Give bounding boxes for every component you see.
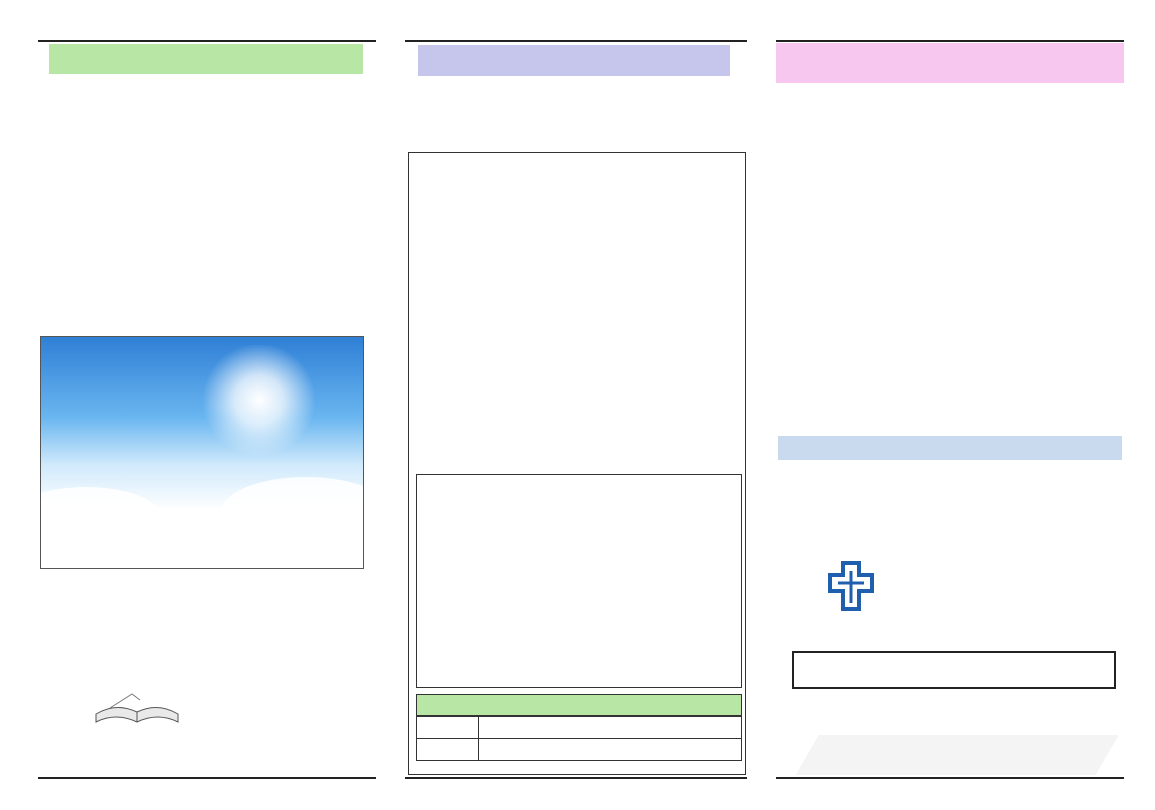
- vision-footer: [41, 542, 363, 556]
- divider: [776, 40, 1124, 42]
- vision-panel: [40, 336, 364, 569]
- divider: [38, 777, 376, 779]
- church-slogan: [792, 651, 1116, 689]
- church-cross-icon: [828, 561, 874, 611]
- divider: [405, 777, 747, 779]
- partner-key: [417, 717, 479, 739]
- happiness-tract: [40, 578, 364, 740]
- bulletin-header: [776, 43, 1124, 83]
- pastors-band: [778, 436, 1122, 460]
- sunlight-decoration: [199, 345, 319, 455]
- peace-prayer-box: [416, 474, 742, 688]
- partners-title: [416, 694, 742, 716]
- table-row: [417, 717, 742, 739]
- happiness-text: [180, 584, 368, 592]
- divider: [776, 777, 1124, 779]
- partners-table: [416, 716, 742, 761]
- table-row: [417, 739, 742, 761]
- happiness-title-line: [54, 596, 64, 597]
- partner-key: [417, 739, 479, 761]
- stairs-illustration: [956, 158, 1110, 430]
- dawn-prayer-title: [49, 44, 363, 74]
- church-news-title: [418, 45, 730, 76]
- partner-value: [479, 739, 742, 761]
- cloud-decoration: [221, 477, 364, 547]
- partner-value: [479, 717, 742, 739]
- contact-area: [776, 705, 1124, 775]
- piano-keys-decoration: [776, 705, 1124, 775]
- divider: [405, 40, 747, 42]
- success-card: [790, 158, 1110, 430]
- open-book-icon: [92, 684, 182, 728]
- cloud-decoration: [40, 487, 161, 547]
- church-logo: [828, 561, 1098, 617]
